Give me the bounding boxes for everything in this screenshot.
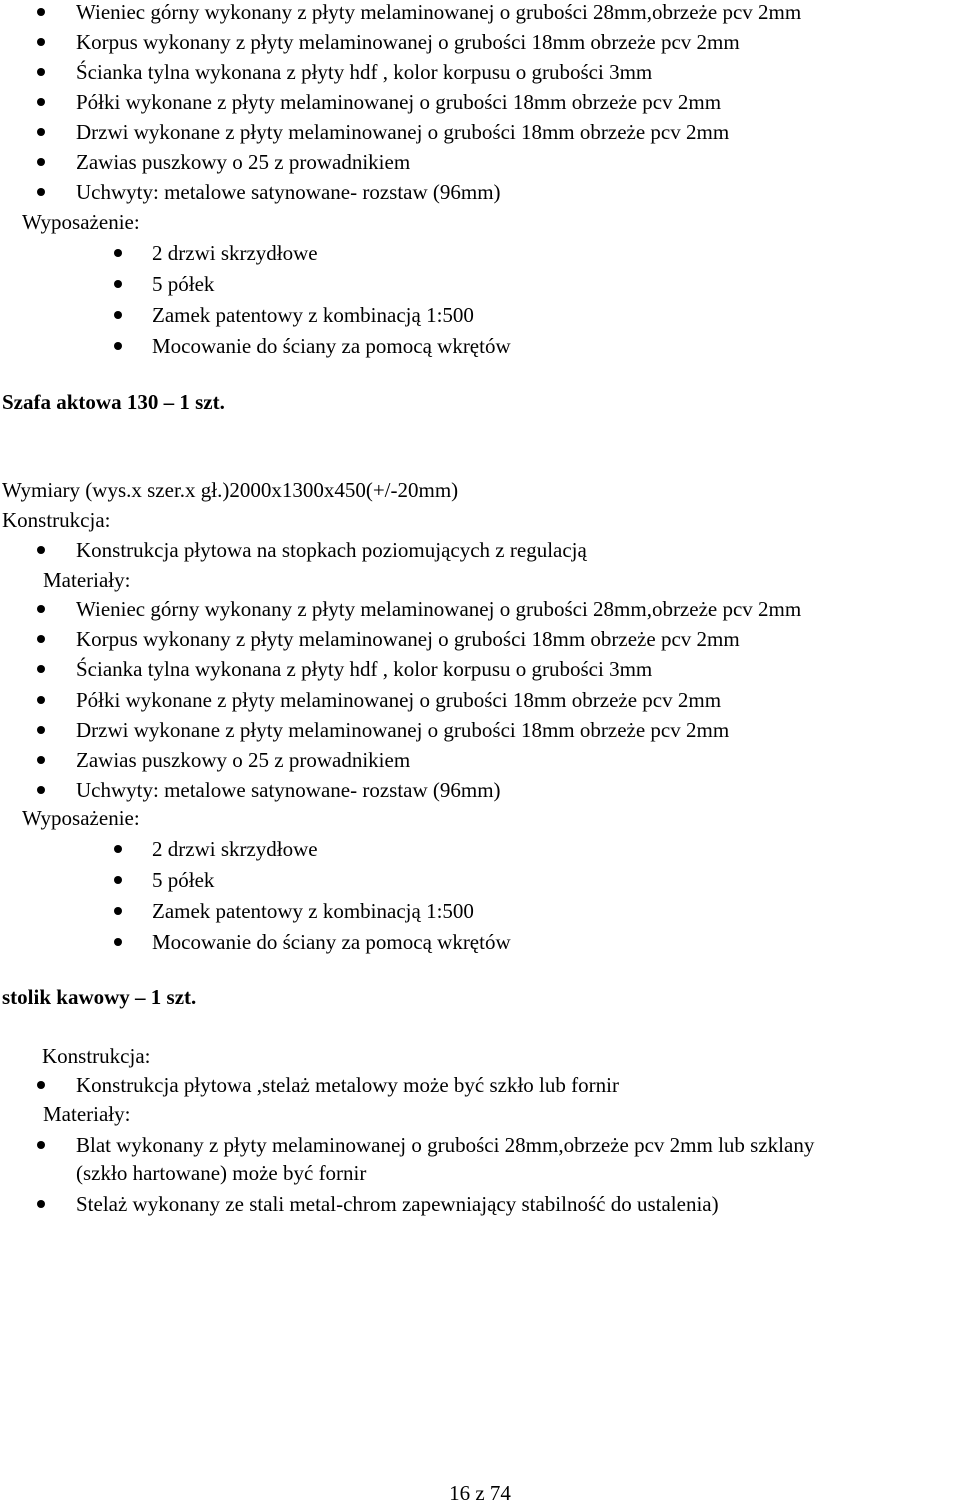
list-item: Wieniec górny wykonany z płyty melaminowanej o grubości 28mm,obrzeże pcv 2mm — [76, 0, 802, 24]
list-item: Uchwyty: metalowe satynowane- rozstaw (96mm) — [76, 778, 501, 802]
materials-heading: Materiały: — [43, 1102, 131, 1126]
bullet-icon — [37, 665, 45, 673]
list-item: Ścianka tylna wykonana z płyty hdf , kolor korpusu o grubości 3mm — [76, 60, 653, 84]
bullet-icon — [37, 1081, 45, 1089]
construction-heading: Konstrukcja: — [2, 508, 111, 532]
list-item: 2 drzwi skrzydłowe — [152, 241, 318, 265]
bullet-icon — [114, 311, 122, 319]
equipment-heading: Wyposażenie: — [22, 210, 140, 234]
bullet-icon — [114, 907, 122, 915]
bullet-icon — [37, 8, 45, 16]
list-item: Stelaż wykonany ze stali metal-chrom zapewniający stabilność do ustalenia) — [76, 1192, 719, 1216]
list-item: 5 półek — [152, 272, 215, 296]
equipment-heading: Wyposażenie: — [22, 806, 140, 830]
bullet-icon — [37, 1200, 45, 1208]
bullet-icon — [37, 696, 45, 704]
bullet-icon — [37, 98, 45, 106]
list-item-continuation: (szkło hartowane) może być fornir — [76, 1161, 367, 1185]
bullet-icon — [114, 249, 122, 257]
list-item: Półki wykonane z płyty melaminowanej o grubości 18mm obrzeże pcv 2mm — [76, 90, 722, 114]
bullet-icon — [37, 546, 45, 554]
list-item: Korpus wykonany z płyty melaminowanej o grubości 18mm obrzeże pcv 2mm — [76, 627, 740, 651]
list-item: Blat wykonany z płyty melaminowanej o grubości 28mm,obrzeże pcv 2mm lub szklany — [76, 1133, 815, 1157]
list-item: Korpus wykonany z płyty melaminowanej o grubości 18mm obrzeże pcv 2mm — [76, 30, 740, 54]
bullet-icon — [37, 188, 45, 196]
list-item: Mocowanie do ściany za pomocą wkrętów — [152, 930, 511, 954]
bullet-icon — [37, 158, 45, 166]
list-item: Mocowanie do ściany za pomocą wkrętów — [152, 334, 511, 358]
list-item: Wieniec górny wykonany z płyty melaminowanej o grubości 28mm,obrzeże pcv 2mm — [76, 597, 802, 621]
bullet-icon — [37, 38, 45, 46]
bullet-icon — [37, 756, 45, 764]
list-item: Półki wykonane z płyty melaminowanej o grubości 18mm obrzeże pcv 2mm — [76, 688, 722, 712]
list-item: Drzwi wykonane z płyty melaminowanej o grubości 18mm obrzeże pcv 2mm — [76, 718, 730, 742]
list-item: Konstrukcja płytowa ,stelaż metalowy może być szkło lub fornir — [76, 1073, 619, 1097]
list-item: Zamek patentowy z kombinacją 1:500 — [152, 899, 474, 923]
list-item: Zawias puszkowy o 25 z prowadnikiem — [76, 748, 411, 772]
bullet-icon — [37, 786, 45, 794]
list-item: Zawias puszkowy o 25 z prowadnikiem — [76, 150, 411, 174]
bullet-icon — [37, 1141, 45, 1149]
page-number: 16 z 74 — [449, 1481, 511, 1505]
list-item: Zamek patentowy z kombinacją 1:500 — [152, 303, 474, 327]
materials-heading: Materiały: — [43, 568, 131, 592]
dimensions-text: Wymiary (wys.x szer.x gł.)2000x1300x450(+/-20mm) — [2, 478, 459, 502]
bullet-icon — [114, 938, 122, 946]
list-item: 2 drzwi skrzydłowe — [152, 837, 318, 861]
section-title: stolik kawowy – 1 szt. — [2, 985, 197, 1009]
bullet-icon — [37, 726, 45, 734]
section-title: Szafa aktowa 130 – 1 szt. — [2, 390, 225, 414]
bullet-icon — [114, 876, 122, 884]
list-item: 5 półek — [152, 868, 215, 892]
construction-heading: Konstrukcja: — [42, 1044, 151, 1068]
bullet-icon — [37, 605, 45, 613]
bullet-icon — [37, 635, 45, 643]
bullet-icon — [37, 128, 45, 136]
list-item: Ścianka tylna wykonana z płyty hdf , kolor korpusu o grubości 3mm — [76, 657, 653, 681]
list-item: Konstrukcja płytowa na stopkach poziomujących z regulacją — [76, 538, 587, 562]
list-item: Uchwyty: metalowe satynowane- rozstaw (96mm) — [76, 180, 501, 204]
bullet-icon — [114, 280, 122, 288]
list-item: Drzwi wykonane z płyty melaminowanej o grubości 18mm obrzeże pcv 2mm — [76, 120, 730, 144]
bullet-icon — [114, 342, 122, 350]
bullet-icon — [114, 845, 122, 853]
bullet-icon — [37, 68, 45, 76]
